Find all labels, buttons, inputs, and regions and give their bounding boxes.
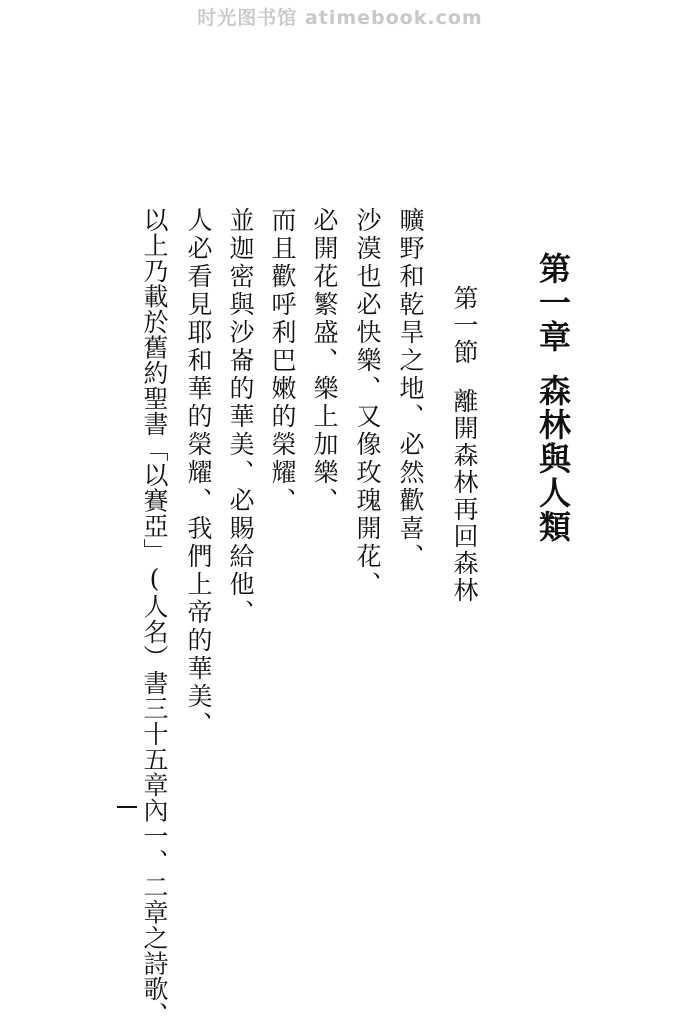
section-heading [452, 285, 477, 604]
section-number: 第一節 [450, 285, 479, 366]
body-line: 而且歡呼利巴嫩的榮耀、 [268, 207, 297, 515]
body-line: 沙漠也必快樂、又像玫瑰開花、 [353, 207, 382, 599]
page-number-text [117, 806, 118, 807]
body-line: 曠野和乾旱之地、必然歡喜、 [396, 207, 425, 571]
body-line: 並迦密與沙崙的華美、必賜給他、 [226, 207, 255, 627]
body-line: 必開花繁盛、樂上加樂、 [310, 207, 339, 515]
chapter-number: 第一章 [534, 252, 572, 354]
body-line: 人必看見耶和華的榮耀、我們上帝的華美、 [184, 207, 213, 739]
watermark: 时光图书馆 atimebook.com [197, 7, 483, 29]
body-line: 以上乃載於舊約聖書「以賽亞」(人名）書三十五章內一、二章之詩歌、 [140, 207, 169, 1027]
chapter-title: 森林與人類 [534, 374, 572, 544]
chapter-heading [534, 252, 572, 544]
page-number [117, 806, 137, 808]
section-title: 離開森林再回森林 [450, 388, 479, 604]
